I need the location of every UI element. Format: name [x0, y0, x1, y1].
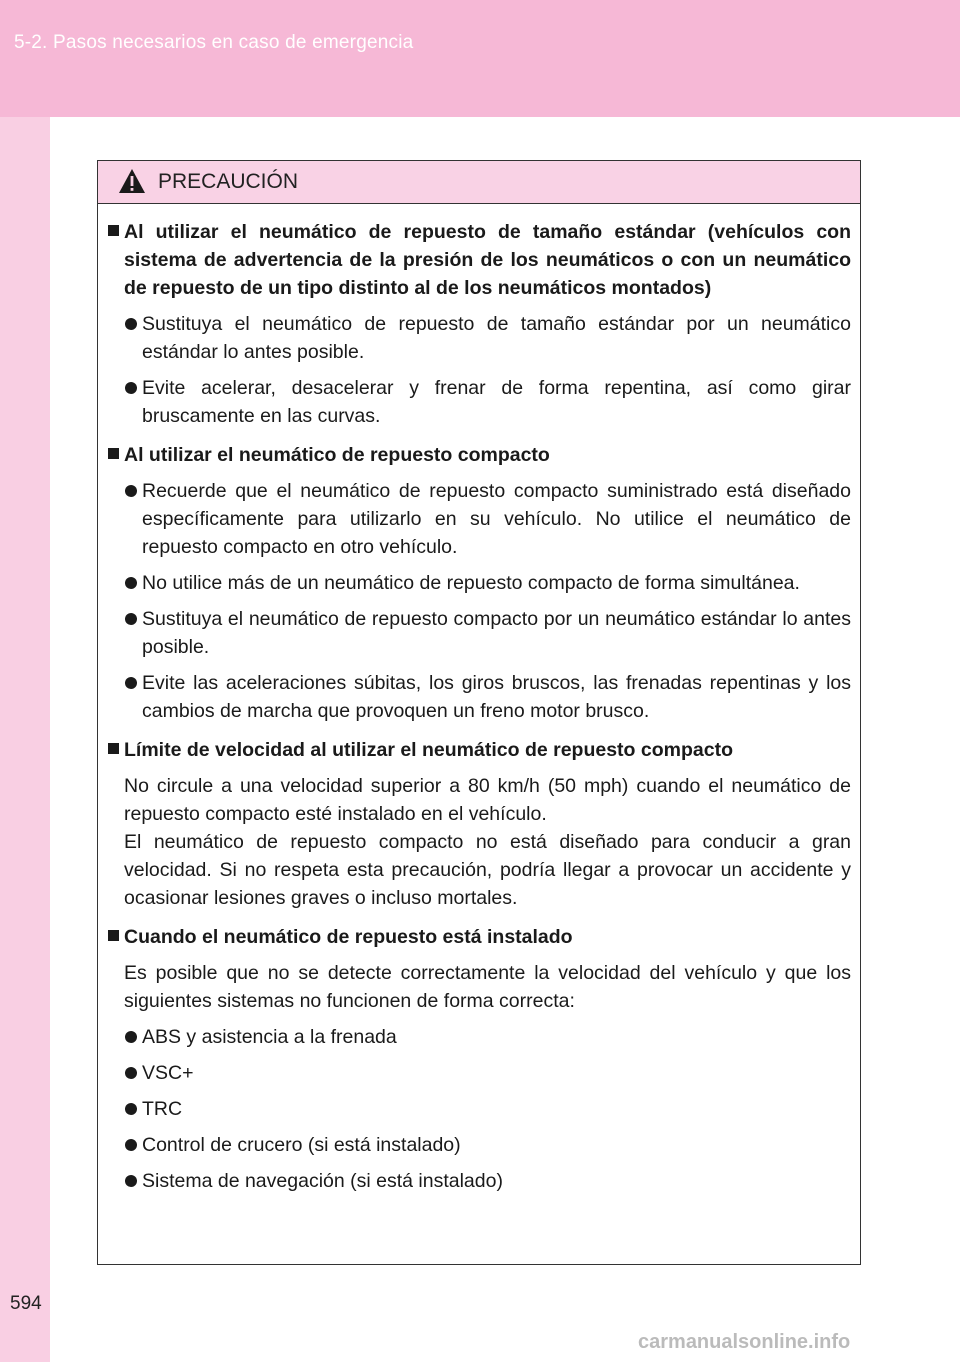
bullet-dot-icon	[125, 1067, 137, 1079]
list-item-text: Evite acelerar, desacelerar y frenar de forma repentina, así como girar bruscamente en las curvas.	[142, 377, 851, 427]
list-item-text: No utilice más de un neumático de repuesto compacto de forma simultánea.	[142, 572, 800, 594]
bullet-dot-icon	[125, 382, 137, 394]
paragraph	[106, 772, 851, 912]
section-heading: Límite de velocidad al utilizar el neumático de repuesto compacto	[124, 739, 733, 761]
caution-box	[97, 160, 861, 1265]
list-item-text: Sistema de navegación (si está instalado)	[142, 1170, 503, 1192]
section-heading: Al utilizar el neumático de repuesto compacto	[124, 444, 550, 466]
side-strip	[0, 117, 50, 1362]
list-item-text: VSC+	[142, 1062, 194, 1084]
bullet-dot-icon	[125, 613, 137, 625]
list-item-text: TRC	[142, 1098, 183, 1120]
square-bullet-icon	[108, 930, 119, 941]
bullet-dot-icon	[125, 485, 137, 497]
bullet-dot-icon	[125, 1175, 137, 1187]
bullet-dot-icon	[125, 677, 137, 689]
page-number: 594	[10, 1293, 42, 1314]
caution-section	[106, 736, 851, 764]
square-bullet-icon	[108, 448, 119, 459]
list-item	[106, 1059, 851, 1087]
caution-body	[98, 204, 860, 1195]
watermark: carmanualsonline.info	[638, 1331, 851, 1353]
bullet-dot-icon	[125, 1031, 137, 1043]
bullet-dot-icon	[125, 577, 137, 589]
list-item-text: Sustituya el neumático de repuesto de tamaño estándar por un neumático estándar lo antes posible.	[142, 313, 851, 363]
bullet-dot-icon	[125, 1139, 137, 1151]
list-item-text: Evite las aceleraciones súbitas, los giros bruscos, las frenadas repentinas y los cambios de marcha que provoquen un freno motor brusco.	[142, 672, 851, 722]
warning-icon	[118, 168, 146, 194]
list-item	[106, 569, 851, 597]
list-item-text: Recuerde que el neumático de repuesto compacto suministrado está diseñado específicamente para utilizarlo en su vehículo. No utilice el neumático de repuesto compacto en otro vehículo.	[142, 480, 851, 558]
list-item	[106, 605, 851, 661]
square-bullet-icon	[108, 743, 119, 754]
section-heading: Al utilizar el neumático de repuesto de tamaño estándar (vehículos con sistema de advertencia de la presión de los neumáticos o con un neumático de repuesto de un tipo distinto al de los neumáticos montados)	[124, 221, 851, 299]
caution-header	[98, 161, 860, 204]
caution-title: PRECAUCIÓN	[158, 170, 299, 193]
list-item	[106, 374, 851, 430]
section-title: 5-2. Pasos necesarios en caso de emergencia	[14, 32, 414, 53]
list-item-text: Control de crucero (si está instalado)	[142, 1134, 461, 1156]
list-item-text: ABS y asistencia a la frenada	[142, 1026, 397, 1048]
list-item	[106, 310, 851, 366]
bullet-dot-icon	[125, 1103, 137, 1115]
paragraph-line: El neumático de repuesto compacto no está diseñado para conducir a gran velocidad. Si no respeta esta precaución, podría llegar a provocar un accidente y ocasionar lesiones graves o incluso mortales.	[124, 831, 851, 909]
list-item	[106, 1131, 851, 1159]
list-item	[106, 1023, 851, 1051]
square-bullet-icon	[108, 225, 119, 236]
bullet-dot-icon	[125, 318, 137, 330]
list-item	[106, 477, 851, 561]
list-item	[106, 1167, 851, 1195]
list-item-text: Sustituya el neumático de repuesto compacto por un neumático estándar lo antes posible.	[142, 608, 851, 658]
list-item	[106, 1095, 851, 1123]
list-item	[106, 669, 851, 725]
paragraph: Es posible que no se detecte correctamente la velocidad del vehículo y que los siguientes sistemas no funcionen de forma correcta:	[124, 962, 851, 1012]
page-header	[0, 0, 960, 117]
caution-section	[106, 441, 851, 469]
caution-section	[106, 923, 851, 951]
paragraph-line: No circule a una velocidad superior a 80 km/h (50 mph) cuando el neumático de repuesto compacto esté instalado en el vehículo.	[124, 775, 851, 825]
section-heading: Cuando el neumático de repuesto está instalado	[124, 926, 573, 948]
caution-section	[106, 218, 851, 302]
